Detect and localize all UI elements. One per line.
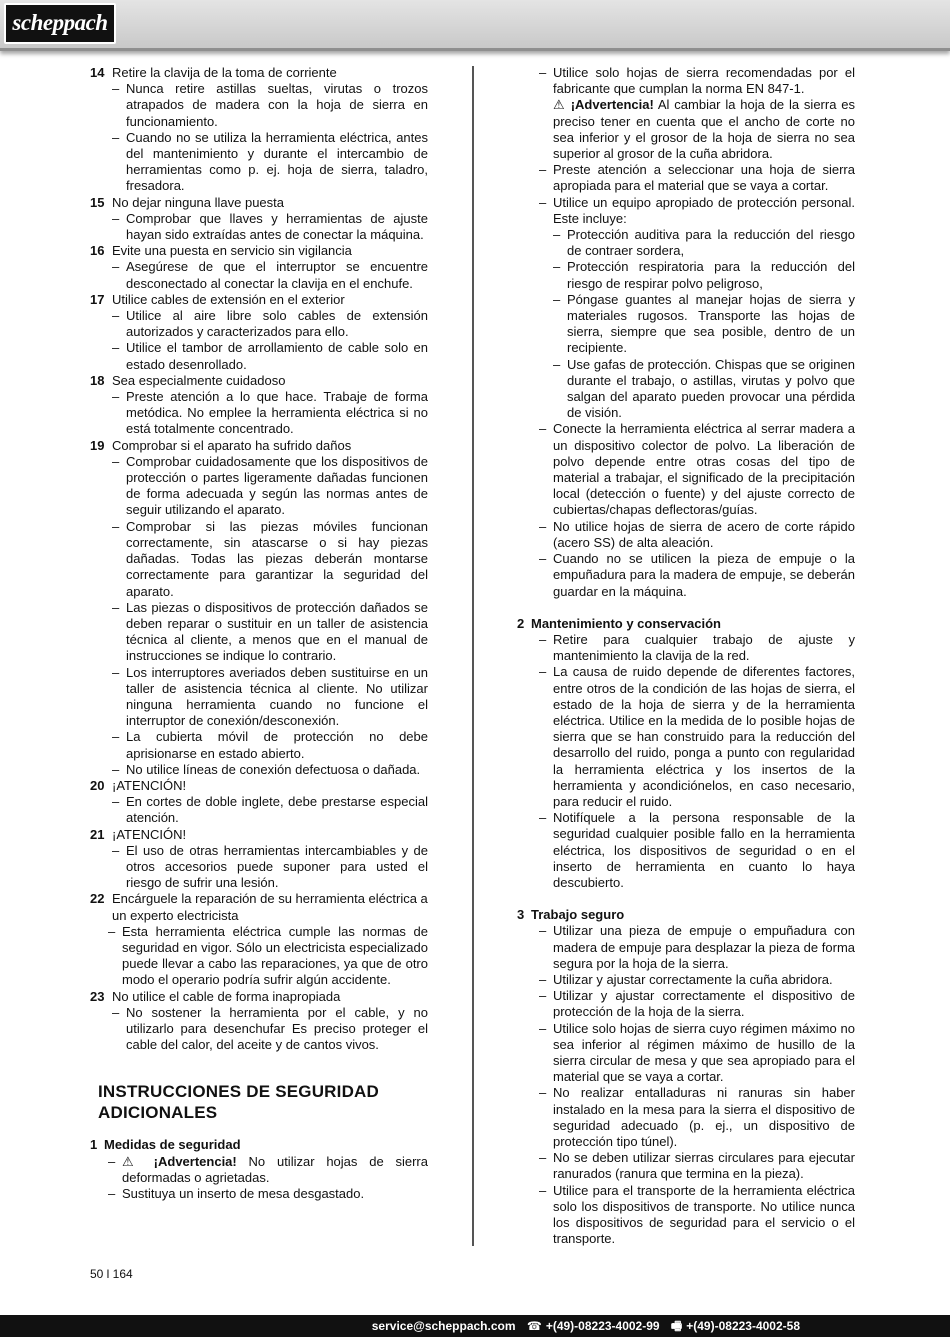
dash-marker: – [112, 129, 120, 145]
dash-marker: – [539, 631, 547, 647]
dash-marker: – [112, 729, 120, 745]
dash-marker: – [112, 794, 120, 810]
list-item [517, 664, 855, 810]
dash-marker: – [553, 259, 561, 275]
list-item [517, 988, 855, 1020]
dash-marker: – [539, 1085, 547, 1101]
item-title: No dejar ninguna llave puesta [112, 194, 285, 210]
list-item-text: No realizar entalladuras ni ranuras sin haber instalado en la mesa para la sierra el dispositivo de seguridad adecuado (p. ej., un dispositivo de protección tipo túnel). [553, 1085, 855, 1149]
list-item-text: En cortes de doble inglete, debe prestarse especial atención. [126, 794, 428, 826]
list-item-text: Protección respiratoria para la reducción del riesgo de respirar polvo peligroso, [567, 259, 855, 291]
dash-marker: – [112, 308, 120, 324]
list-item [90, 729, 428, 761]
spacer [539, 97, 553, 162]
list-item [90, 762, 428, 778]
dash-marker: – [539, 923, 547, 939]
list-item [90, 81, 428, 130]
dash-marker: – [539, 194, 547, 210]
list-item-text: Utilizar y ajustar correctamente la cuña abridora. [553, 971, 833, 987]
warning-body: No utilizar hojas de sierra deformadas o agrietadas. [122, 1153, 428, 1185]
list-item [517, 421, 855, 518]
list-item-text: Utilice un equipo apropiado de protección personal. Este incluye: [553, 194, 855, 226]
warning-paragraph [517, 97, 855, 162]
spacer [517, 600, 855, 616]
list-item [90, 1186, 428, 1202]
list-item-text: Utilizar una pieza de empuje o empuñadura con madera de empuje para desplazar la pieza de forma segura por la hoja de la sierra. [553, 923, 855, 971]
list-item-text: Los interruptores averiados deben sustituirse en un taller de asistencia técnica al cliente. No utilizar ninguna herramienta cuando no funcione el interruptor de conexión/desconexión. [126, 664, 428, 729]
footer-fax: +(49)-08223-4002-58 [686, 1319, 800, 1333]
dash-marker: – [112, 1004, 120, 1020]
list-item [90, 340, 428, 372]
numbered-item [90, 827, 428, 843]
dash-marker: – [112, 210, 120, 226]
list-item [517, 923, 855, 972]
list-item-text: Retire para cualquier trabajo de ajuste y mantenimiento la clavija de la red. [553, 631, 855, 664]
warning-item [90, 1154, 428, 1186]
phone-icon: ☎ [526, 1319, 542, 1333]
item-title: Comprobar si el aparato ha sufrido daños [112, 437, 352, 453]
list-item-text: El uso de otras herramientas intercambiables y de otros accesorios puede suponer para usted el riesgo de sufrir una lesión. [126, 842, 428, 891]
dash-marker: – [539, 162, 547, 178]
list-item [517, 632, 855, 664]
dash-marker: – [553, 291, 561, 307]
dash-marker: – [539, 1020, 547, 1036]
numbered-item [90, 989, 428, 1005]
fax-icon: 🖷 [670, 1319, 683, 1333]
scheppach-logo: scheppach [4, 3, 116, 44]
list-item [517, 1021, 855, 1086]
section-number: 2 [517, 615, 525, 631]
list-item [517, 259, 855, 291]
item-number: 14 [90, 65, 105, 80]
list-item-text: Cuando no se utiliza la herramienta eléctrica, antes del mantenimiento y durante el intercambio de herramientas como p. ej. hoja de sierra, taladro, fresadora. [126, 129, 428, 194]
list-item-text: Utilice el tambor de arrollamiento de cable solo en estado desenrollado. [126, 340, 428, 372]
warning-icon: ⚠ [553, 97, 571, 113]
section-heading [517, 616, 855, 632]
dash-marker: – [112, 599, 120, 615]
item-title: Evite una puesta en servicio sin vigilancia [112, 243, 352, 259]
item-title: Retire la clavija de la toma de corriente [112, 65, 337, 80]
warning-label: ¡Advertencia! [570, 97, 654, 113]
list-item-text: Comprobar que llaves y herramientas de ajuste hayan sido extraídas antes de conectar la máquina. [126, 210, 428, 243]
section-heading [517, 907, 855, 923]
page-footer [0, 1315, 950, 1337]
left-column [90, 65, 428, 1202]
list-item-text: Use gafas de protección. Chispas que se originen durante el trabajo, o astillas, virutas y polvo que salgan del aparato pueden provocar una pérdida de visión. [567, 356, 855, 421]
list-item-text: Protección auditiva para la reducción del riesgo de contraer sordera, [567, 227, 855, 259]
dash-marker: – [112, 453, 120, 469]
list-item [90, 308, 428, 340]
list-item-text: No sostener la herramienta por el cable, y no utilizarlo para desenchufar Es preciso proteger el cable del calor, del aceite y de cantos vivos. [126, 1004, 428, 1053]
page-number: 50 l 164 [90, 1267, 133, 1281]
warning-text [553, 97, 855, 162]
numbered-item [90, 292, 428, 308]
item-number: 19 [90, 437, 105, 453]
item-title: Sea especialmente cuidadoso [112, 372, 286, 388]
item-title: Utilice cables de extensión en el exterior [112, 291, 345, 307]
list-item [517, 65, 855, 97]
list-item [517, 227, 855, 259]
dash-marker: – [539, 551, 547, 567]
dash-marker: – [539, 1150, 547, 1166]
section-heading-text: Mantenimiento y conservación [531, 615, 721, 631]
dash-marker: – [539, 421, 547, 437]
warning-label: ¡Advertencia! [153, 1153, 237, 1169]
item-number: 22 [90, 891, 105, 907]
list-item-text: Póngase guantes al manejar hojas de sierra y materiales rugosos. Transporte las hojas de sierra, siempre que sea posible, dentro de un recipiente. [567, 291, 855, 356]
section-heading [90, 1137, 428, 1153]
list-item [90, 519, 428, 600]
list-item [517, 519, 855, 551]
dash-marker: – [539, 971, 547, 987]
list-item-text: Las piezas o dispositivos de protección dañados se deben reparar o sustituir en un taller de asistencia técnica al cliente, a menos que en el manual de instrucciones se indique lo contrario. [126, 599, 428, 664]
item-number: 16 [90, 243, 105, 259]
item-title: ¡ATENCIÓN! [112, 777, 187, 793]
list-item-text: La causa de ruido depende de diferentes factores, entre otros de la condición de las hojas de sierra, el estado de la hoja de sierra y de la herramienta eléctrica. Utilice en la medida de lo posible hojas de sierra que se han construido para la reducción del desarrollo del ruido, ponga a punto con regularidad la herramienta eléctrica y los insertos de la herramienta y acondiciónelos, en caso necesario, para reducir el ruido. [553, 664, 855, 809]
list-item-text: Asegúrese de que el interruptor se encuentre desconectado al conectar la clavija en el enchufe. [126, 259, 428, 291]
dash-marker: – [112, 842, 120, 858]
dash-marker: – [539, 664, 547, 680]
list-item [517, 810, 855, 891]
dash-marker: – [112, 81, 120, 97]
list-item [90, 259, 428, 291]
list-item-text: Preste atención a lo que hace. Trabaje de forma metódica. No emplee la herramienta eléctrica si no está totalmente concentrado. [126, 389, 428, 437]
footer-email[interactable]: service@scheppach.com [371, 1319, 516, 1333]
dash-marker: – [112, 664, 120, 680]
list-item-text: No se deben utilizar sierras circulares para ejecutar ranurados (ranura que termina en la pieza). [553, 1150, 855, 1182]
section-heading-text: Trabajo seguro [531, 907, 625, 923]
numbered-item [90, 195, 428, 211]
list-item [90, 665, 428, 730]
numbered-item [90, 778, 428, 794]
list-item-text: Conecte la herramienta eléctrica al serrar madera a un dispositivo colector de polvo. La liberación de polvo depende entre otras cosas del tipo de material a trabajar, el significado de la precipitación local (detección o fuente) y del ajuste correcto de cubiertas/chapas deflectoras/guías. [553, 421, 855, 518]
list-item-text: Notifíquele a la persona responsable de la seguridad cualquier posible fallo en la herramienta eléctrica, los dispositivos de seguridad o en el inserto de herramienta en cuanto lo haya descubierto. [553, 810, 855, 890]
list-item [90, 924, 428, 989]
numbered-item [90, 891, 428, 923]
list-item [517, 162, 855, 194]
item-number: 21 [90, 826, 105, 842]
list-item-text: Esta herramienta eléctrica cumple las normas de seguridad en vigor. Sólo un electricista especializado puede llevar a cabo las reparaciones, ya que de otro modo el operario podría sufrir algún accidente. [122, 923, 428, 988]
warning-text [122, 1154, 428, 1186]
item-number: 23 [90, 988, 105, 1004]
warning-icon: ⚠ [122, 1153, 154, 1169]
dash-marker: – [539, 810, 547, 826]
list-item-text: Utilice solo hojas de sierra recomendadas por el fabricante que cumplan la norma EN 847-1. [553, 65, 855, 97]
list-item-text: Utilice al aire libre solo cables de extensión autorizados y caracterizados para ello. [126, 308, 428, 340]
section-title: INSTRUCCIONES DE SEGURIDAD ADICIONALES [98, 1082, 380, 1123]
dash-marker: – [108, 923, 116, 939]
list-item [90, 389, 428, 438]
list-item-text: Utilice para el transporte de la herramienta eléctrica solo los dispositivos de transporte. No utilice nunca los dispositivos de seguridad para el servicio o el transporte. [553, 1182, 855, 1247]
dash-marker: – [539, 65, 547, 80]
list-item [517, 1150, 855, 1182]
dash-marker: – [553, 227, 561, 243]
numbered-item [90, 373, 428, 389]
footer-phone: +(49)-08223-4002-99 [545, 1319, 660, 1333]
list-item [90, 130, 428, 195]
list-item-text: Nunca retire astillas sueltas, virutas o trozos atrapados de madera con la hoja de sierra en funcionamiento. [126, 81, 428, 129]
right-column [517, 65, 855, 1247]
list-item-text: No utilice hojas de sierra de acero de corte rápido (acero SS) de alta aleación. [553, 518, 855, 550]
dash-marker: – [553, 356, 561, 372]
item-number: 17 [90, 291, 105, 307]
list-item [517, 292, 855, 357]
list-item-text: Comprobar si las piezas móviles funcionan correctamente, sin atascarse o si hay piezas dañadas. Todas las piezas deberán montarse correctamente para garantizar la seguridad del aparato. [126, 518, 428, 599]
list-item-text: Sustituya un inserto de mesa desgastado. [122, 1186, 365, 1201]
list-item-text: Utilizar y ajustar correctamente el dispositivo de protección de la hoja de la sierra. [553, 988, 855, 1020]
list-item-text: Preste atención a seleccionar una hoja de sierra apropiada para el material que se vaya a cortar. [553, 162, 855, 194]
list-item [517, 551, 855, 600]
item-number: 18 [90, 372, 105, 388]
list-item-text: Utilice solo hojas de sierra cuyo régimen máximo no sea inferior al régimen máximo de husillo de la sierra circular de mesa y que sea apropiado para el material que se vaya a cortar. [553, 1020, 855, 1085]
dash-marker: – [112, 259, 120, 275]
item-title: No utilice el cable de forma inapropiada [112, 988, 341, 1004]
column-divider [472, 66, 474, 1246]
dash-marker: – [112, 340, 120, 356]
section-heading-text: Medidas de seguridad [104, 1137, 241, 1153]
list-item-text: Cuando no se utilicen la pieza de empuje o la empuñadura para la madera de empuje, se deberán guardar en la máquina. [553, 551, 855, 599]
dash-marker: – [539, 988, 547, 1004]
list-item [90, 843, 428, 892]
list-item [90, 600, 428, 665]
list-item-text: No utilice líneas de conexión defectuosa o dañada. [126, 761, 421, 777]
item-title: Encárguele la reparación de su herramienta eléctrica a un experto electricista [112, 891, 428, 923]
list-item [517, 972, 855, 988]
dash-marker: – [108, 1153, 116, 1169]
dash-marker: – [112, 518, 120, 534]
list-item [517, 195, 855, 227]
dash-marker: – [112, 389, 120, 405]
list-item [517, 357, 855, 422]
list-item [90, 211, 428, 243]
item-number: 15 [90, 194, 105, 210]
item-number: 20 [90, 777, 105, 793]
list-item [517, 1183, 855, 1248]
page-header [0, 0, 950, 51]
dash-marker: – [539, 518, 547, 534]
numbered-item [90, 65, 428, 81]
item-title: ¡ATENCIÓN! [112, 826, 187, 842]
list-item [90, 1005, 428, 1054]
dash-marker: – [539, 1182, 547, 1198]
dash-marker: – [108, 1186, 116, 1201]
numbered-item [90, 438, 428, 454]
section-number: 1 [90, 1137, 98, 1153]
list-item [90, 454, 428, 519]
list-item [90, 794, 428, 826]
spacer [517, 891, 855, 907]
section-number: 3 [517, 907, 525, 923]
warning-body: Al cambiar la hoja de la sierra es preciso tener en cuenta que el ancho de corte no sea inferior y el grosor de la hoja de sierra no sea superior al grosor de la cuña abridora. [553, 97, 855, 162]
dash-marker: – [112, 761, 120, 777]
list-item-text: La cubierta móvil de protección no debe aprisionarse en estado abierto. [126, 729, 428, 761]
list-item-text: Comprobar cuidadosamente que los dispositivos de protección o partes ligeramente dañadas funcionen de forma adecuada y según las normas antes de seguir utilizando el aparato. [126, 453, 428, 518]
numbered-item [90, 243, 428, 259]
list-item [517, 1085, 855, 1150]
